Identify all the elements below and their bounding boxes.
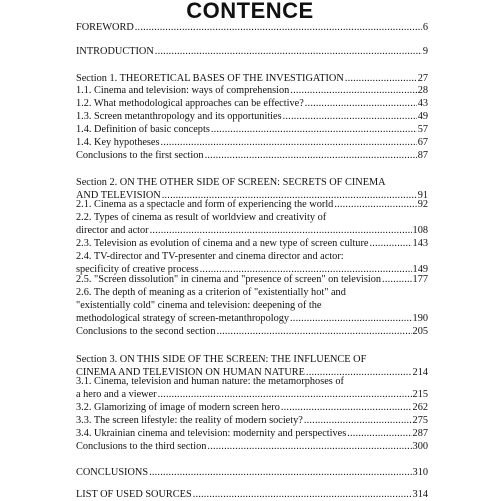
toc-entry <box>76 401 428 414</box>
page-number: 275 <box>412 415 428 426</box>
toc-entry <box>76 273 428 286</box>
page-number: 149 <box>412 264 428 275</box>
page-number: 143 <box>412 238 428 249</box>
toc-entry-title: CINEMA AND TELEVISION ON HUMAN NATURE <box>76 367 305 378</box>
page-number: 314 <box>412 489 428 500</box>
page-number: 9 <box>422 46 428 57</box>
toc-entry-title: CONCLUSIONS <box>76 467 149 478</box>
page-number: 108 <box>412 225 428 236</box>
toc-entry-title: 3.3. The screen lifestyle: the reality of modern society? <box>76 415 303 426</box>
page-number: 190 <box>412 313 428 324</box>
page-number: 67 <box>417 137 428 148</box>
dot-leader <box>217 325 412 338</box>
dot-leader <box>290 84 416 97</box>
page-number: 27 <box>417 73 428 84</box>
toc-entry <box>76 149 428 162</box>
toc-entry <box>76 110 428 123</box>
toc-entry-title: 3.2. Glamorizing of image of modern screen hero <box>76 402 280 413</box>
toc-entry <box>76 466 428 479</box>
toc-entry-title: 2.3. Television as evolution of cinema and a new type of screen culture <box>76 238 369 249</box>
toc-entry-title: a hero and a viewer <box>76 389 157 400</box>
page-number: 49 <box>417 111 428 122</box>
dot-leader <box>290 312 412 325</box>
dot-leader <box>347 427 411 440</box>
toc-entry-title: LIST OF USED SOURCES <box>76 489 192 500</box>
toc-entry <box>76 286 428 325</box>
toc-entry-title: AND TELEVISION <box>76 190 161 201</box>
toc-entry <box>76 97 428 110</box>
toc-entry-title-line: Section 2. ON THE OTHER SIDE OF SCREEN: SECRETS OF CINEMA <box>76 177 386 188</box>
dot-leader <box>155 45 422 58</box>
dot-leader <box>281 401 412 414</box>
page-number: 87 <box>417 150 428 161</box>
page-number: 28 <box>417 85 428 96</box>
page-number: 262 <box>412 402 428 413</box>
toc-entry-title: INTRODUCTION <box>76 46 154 57</box>
page-title: CONTENCE <box>186 0 314 23</box>
toc-entry-title-line: 2.6. The depth of meaning as a criterion of "existentially hot" and <box>76 287 346 298</box>
toc-entry-title: 1.3. Screen metanthropology and its opportunities <box>76 111 282 122</box>
toc-entry-title: specificity of creative process <box>76 264 199 275</box>
page-number: 177 <box>412 274 428 285</box>
toc-entry <box>76 136 428 149</box>
dot-leader <box>193 488 412 501</box>
dot-leader <box>149 466 411 479</box>
toc-entry <box>76 375 428 401</box>
toc-entry <box>76 21 428 34</box>
page-number: 92 <box>417 199 428 210</box>
toc-entry-title-line: 2.2. Types of cinema as result of worldview and creativity of <box>76 212 327 223</box>
dot-leader <box>161 136 417 149</box>
toc-entry-title: director and actor <box>76 225 149 236</box>
toc-entry <box>76 198 428 211</box>
dot-leader <box>304 414 412 427</box>
toc-entry-title-line: 3.1. Cinema, television and human nature: the metamorphoses of <box>76 376 344 387</box>
page-number: 287 <box>412 428 428 439</box>
toc-entry <box>76 237 428 250</box>
dot-leader <box>150 224 412 237</box>
page-number: 205 <box>412 326 428 337</box>
dot-leader <box>158 388 412 401</box>
dot-leader <box>369 237 411 250</box>
toc-entry-title: Conclusions to the third section <box>76 441 207 452</box>
toc-entry-title: Conclusions to the second section <box>76 326 216 337</box>
toc-entry <box>76 211 428 237</box>
page-number: 215 <box>412 389 428 400</box>
toc-entry-title: methodological strategy of screen-metanthropology <box>76 313 290 324</box>
page-number: 300 <box>412 441 428 452</box>
toc-entry-title: 1.1. Cinema and television: ways of comprehension <box>76 85 290 96</box>
toc-entry <box>76 414 428 427</box>
page-number: 57 <box>417 124 428 135</box>
toc-entry-title: 2.5. "Screen dissolution" in cinema and "presence of screen" on television <box>76 274 382 285</box>
dot-leader <box>135 21 422 34</box>
toc-entry-title: Conclusions to the first section <box>76 150 204 161</box>
toc-entry <box>76 488 428 501</box>
toc-entry <box>76 325 428 338</box>
dot-leader <box>211 123 417 136</box>
toc-entry-title: 1.4. Definition of basic concepts <box>76 124 210 135</box>
page-number: 91 <box>417 190 428 201</box>
toc-entry-title-line: "existentially cold" cinema and television: deepening of the <box>76 300 322 311</box>
toc-entry <box>76 427 428 440</box>
page-number: 6 <box>422 22 428 33</box>
dot-leader <box>382 273 412 286</box>
toc-entry-title: FOREWORD <box>76 22 134 33</box>
toc-entry <box>76 123 428 136</box>
toc-entry-title: Section 1. THEORETICAL BASES OF THE INVESTIGATION <box>76 73 344 84</box>
dot-leader <box>305 97 417 110</box>
toc-entry <box>76 84 428 97</box>
dot-leader <box>334 198 416 211</box>
toc-entry-title-line: Section 3. ON THIS SIDE OF THE SCREEN: THE INFLUENCE OF <box>76 354 367 365</box>
page-number: 43 <box>417 98 428 109</box>
toc-entry-title-line: 2.4. TV-director and TV-presenter and cinema director and actor: <box>76 251 344 262</box>
toc-entry <box>76 45 428 58</box>
toc-entry-title: 1.4. Key hypotheses <box>76 137 160 148</box>
page-number: 214 <box>412 367 428 378</box>
dot-leader <box>283 110 417 123</box>
page-number: 310 <box>412 467 428 478</box>
dot-leader <box>207 440 411 453</box>
toc-entry-title: 3.4. Ukrainian cinema and television: modernity and perspectives <box>76 428 347 439</box>
toc-entry <box>76 440 428 453</box>
dot-leader <box>205 149 417 162</box>
toc-entry-title: 1.2. What methodological approaches can be effective? <box>76 98 304 109</box>
toc-entry-title: 2.1. Cinema as a spectacle and form of experiencing the world <box>76 199 334 210</box>
